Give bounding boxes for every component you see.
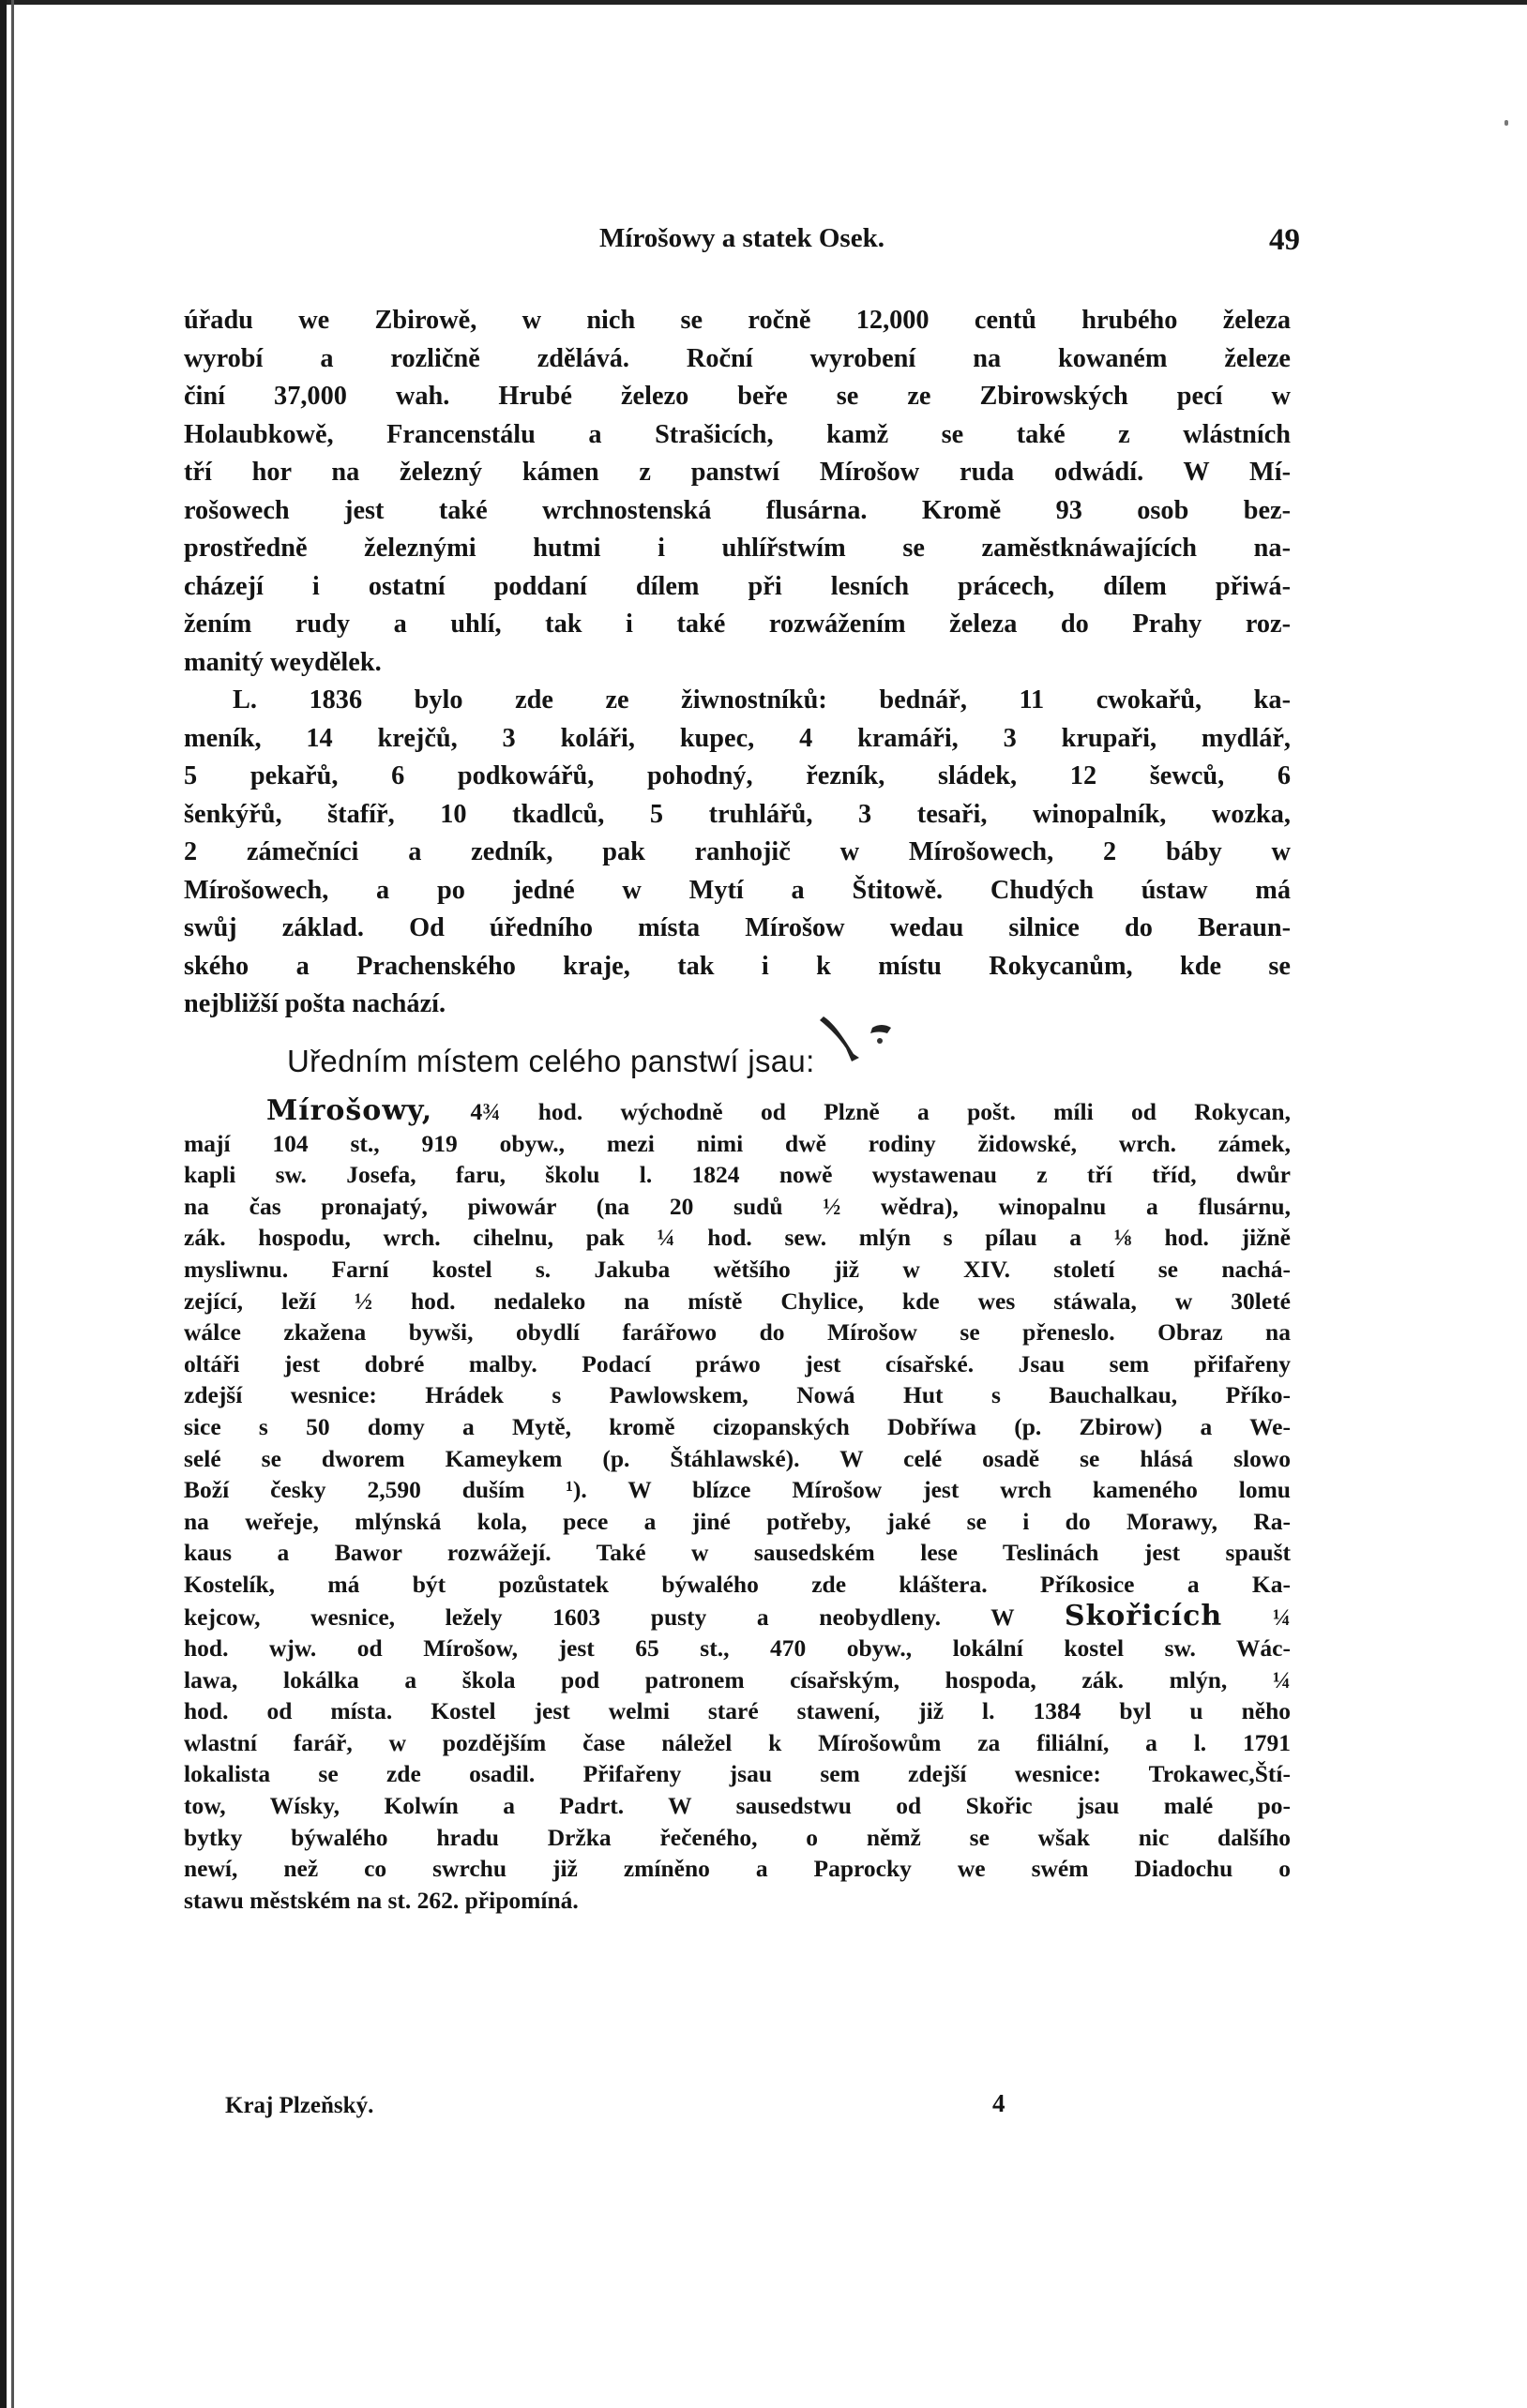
page-header (184, 223, 1300, 270)
text-line: mysliwnu. Farní kostel s. Jakuba wětšího již w XIV. století se nachá- (184, 1255, 1291, 1283)
text-line: oltáři jest dobré malby. Podací práwo jest císařské. Jsau sem přifařeny (184, 1349, 1291, 1377)
text-line: stawu městském na st. 262. připomíná. (184, 1886, 579, 1914)
text-span: 4¾ hod. wýchodně od Plzně a pošt. míli od Rokycan, (432, 1098, 1291, 1125)
page-spot (1504, 120, 1508, 126)
paragraph-2 (184, 682, 1291, 1024)
text-line: zák. hospodu, wrch. cihelnu, pak ¼ hod. sew. mlýn s pílau a ⅛ hod. jižně (184, 1224, 1291, 1252)
text-line: rošowech jest také wrchnostenská flusárna. Kromě 93 osob bez- (184, 495, 1291, 525)
text-line: cházejí i ostatní poddaní dílem při lesních prácech, dílem přiwá- (184, 571, 1291, 601)
text-line: zdejší wesnice: Hrádek s Pawlowskem, Nowá Hut s Bauchalkau, Příko- (184, 1381, 1291, 1409)
page-edge-line (11, 0, 14, 2408)
text-line: ského a Prachenského kraje, tak i k místu Rokycanům, kde se (184, 951, 1291, 981)
text-line: na weřeje, mlýnská kola, pece a jiné potřeby, jaké se i do Morawy, Ra- (184, 1507, 1291, 1535)
text-line: lokalista se zde osadil. Přifařeny jsau sem zdejší wesnice: Trokawec,Ští- (184, 1760, 1291, 1788)
text-line: 5 pekařů, 6 podkowářů, pohodný, řezník, sládek, 12 šewců, 6 (184, 761, 1291, 790)
text-line: wyrobí a rozličně zdělává. Roční wyrobení na kowaném železe (184, 343, 1291, 373)
place-name: Skořicích (1064, 1599, 1223, 1633)
place-name: Mírošowy, (266, 1094, 433, 1127)
paragraph-1 (184, 302, 1291, 682)
text-line: wlastní farář, w pozdějším čase náležel k Mírošowům za filiální, a l. 1791 (184, 1728, 1291, 1756)
text-line: Holaubkowě, Francenstálu a Strašicích, kamž se také z wlástních (184, 419, 1291, 449)
text-line: kaus a Bawor rozwážejí. Také w sausedském lese Teslinách jest spaušt (184, 1539, 1291, 1567)
running-title: Mírošowy a statek Osek. (599, 223, 884, 253)
text-line: tří hor na železný kámen z panstwí Mírošow ruda odwádí. W Mí- (184, 458, 1291, 487)
text-line: sice s 50 domy a Mytě, kromě cizopanských Dobříwa (p. Zbirow) a We- (184, 1412, 1291, 1440)
text-line: lawa, lokálka a škola pod patronem císařským, hospoda, zák. mlýn, ¼ (184, 1665, 1291, 1693)
text-line: Kostelík, má být pozůstatek býwalého zde kláštera. Příkosice a Ka- (184, 1570, 1291, 1598)
page-edge-top (0, 0, 1527, 5)
text-line: šenkýřů, štafíř, 10 tkadlců, 5 truhlářů, 3 tesaři, winopalník, wozka, (184, 799, 1291, 829)
text-line: hod. wjw. od Mírošow, jest 65 st., 470 obyw., lokální kostel sw. Wác- (184, 1634, 1291, 1663)
text-line: newí, než co swrchu již zmíněno a Paprocky we swém Diadochu o (184, 1855, 1291, 1883)
text-line: selé se dworem Kameykem (p. Štáhlawské). W celé osadě se hlásá slowo (184, 1444, 1291, 1472)
text-line (184, 1095, 1291, 1128)
page-number: 49 (1269, 223, 1300, 257)
text-line: meník, 14 krejčů, 3 koláři, kupec, 4 kramáři, 3 krupaři, mydlář, (184, 723, 1291, 753)
text-line: wálce zkažena bywši, obydlí farářowo do Mírošow se přeneslo. Obraz na (184, 1318, 1291, 1347)
section-heading: Uředním místem celého panstwí jsau: (287, 1044, 815, 1078)
text-line: L. 1836 bylo zde ze žiwnostníků: bednář, 11 cwokařů, ka- (233, 685, 1291, 715)
small-print-text (184, 1095, 1291, 1916)
text-line (184, 1601, 1291, 1633)
text-line: Boží česky 2,590 duším ¹). W blízce Mírošow jest wrch kameného lomu (184, 1476, 1291, 1504)
text-line: nejbližší pošta nachází. (184, 989, 446, 1018)
text-line: 2 zámečníci a zedník, pak ranhojič w Mírošowech, 2 báby w (184, 837, 1291, 866)
text-span: W (990, 1603, 1065, 1631)
signature-mark: Kraj Plzeňský. (225, 2093, 374, 2118)
text-span: kejcow, wesnice, ležely 1603 pusty a neobydleny. (184, 1603, 941, 1631)
ink-smudge (816, 1011, 900, 1067)
page-edge-left (0, 0, 7, 2408)
text-line: tow, Wísky, Kolwín a Padrt. W sausedstwu od Skořic jsau malé po- (184, 1792, 1291, 1820)
text-line: Mírošowech, a po jedné w Mytí a Štitowě. Chudých ústaw má (184, 875, 1291, 905)
text-line: žením rudy a uhlí, tak i také rozwážením železa do Prahy roz- (184, 610, 1291, 639)
text-line: swůj základ. Od úředního místa Mírošow wedau silnice do Beraun- (184, 913, 1291, 942)
text-line: prostředně železnými hutmi i uhlířstwím se zaměstknáwajících na- (184, 534, 1291, 563)
text-line: úřadu we Zbirowě, w nich se ročně 12,000 centů hrubého železa (184, 306, 1291, 335)
text-line: hod. od místa. Kostel jest welmi staré stawení, již l. 1384 byl u něho (184, 1697, 1291, 1725)
signature-number: 4 (992, 2089, 1005, 2117)
text-line: kapli sw. Josefa, faru, školu l. 1824 nowě wystawenau z tří tříd, dwůr (184, 1161, 1291, 1189)
text-line: bytky býwalého hradu Držka řečeného, o němž se wšak nic dalšího (184, 1823, 1291, 1851)
text-line: manitý weydělek. (184, 647, 382, 677)
text-line: na čas pronajatý, piwowár (na 20 sudů ½ wědra), winopalnu a flusárnu, (184, 1192, 1291, 1220)
text-line: činí 37,000 wah. Hrubé železo beře se ze Zbirowských pecí w (184, 382, 1291, 411)
text-span: ¼ (1222, 1603, 1291, 1631)
text-line: mají 104 st., 919 obyw., mezi nimi dwě rodiny židowské, wrch. zámek, (184, 1129, 1291, 1157)
text-line: zející, leží ½ hod. nedaleko na místě Chylice, kde wes stáwala, w 30leté (184, 1287, 1291, 1315)
body-text (184, 302, 1291, 1024)
